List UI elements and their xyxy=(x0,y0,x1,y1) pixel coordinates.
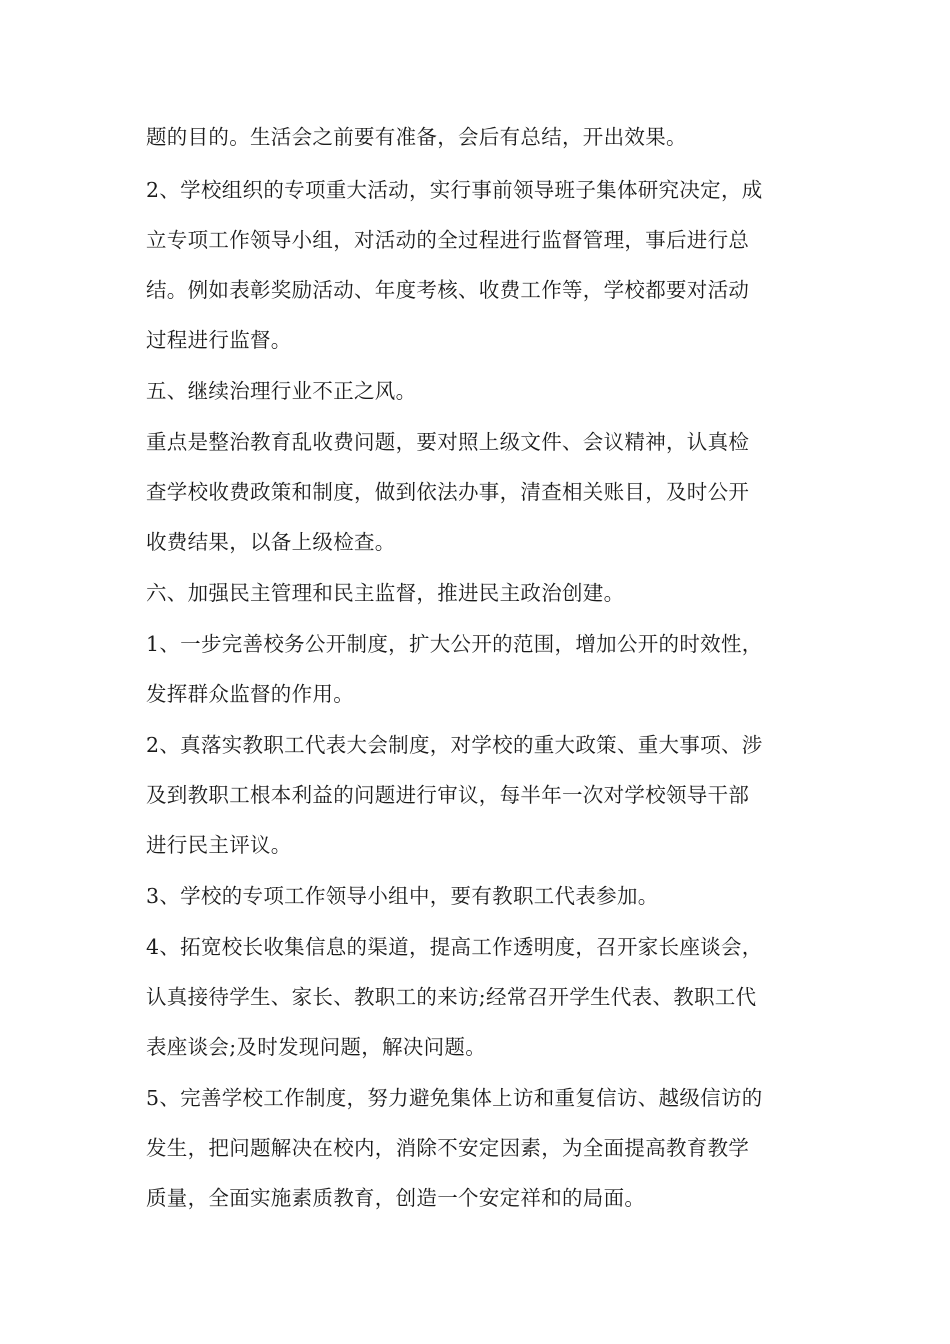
text-line: 结。例如表彰奖励活动、年度考核、收费工作等，学校都要对活动 xyxy=(146,278,750,302)
text-line: 过程进行监督。 xyxy=(146,328,292,352)
text-line: 发挥群众监督的作用。 xyxy=(146,682,354,706)
section-heading: 五、继续治理行业不正之风。 xyxy=(146,379,417,403)
text-line: 2、学校组织的专项重大活动，实行事前领导班子集体研究决定，成 xyxy=(146,178,763,202)
text-line: 4、拓宽校长收集信息的渠道，提高工作透明度，召开家长座谈会， xyxy=(146,935,763,959)
text-line: 收费结果，以备上级检查。 xyxy=(146,530,396,554)
text-line: 查学校收费政策和制度，做到依法办事，清查相关账目，及时公开 xyxy=(146,480,750,504)
text-line: 5、完善学校工作制度，努力避免集体上访和重复信访、越级信访的 xyxy=(146,1086,763,1110)
text-line: 质量，全面实施素质教育，创造一个安定祥和的局面。 xyxy=(146,1186,646,1210)
text-line: 认真接待学生、家长、教职工的来访;经常召开学生代表、教职工代 xyxy=(146,985,757,1009)
text-line: 立专项工作领导小组，对活动的全过程进行监督管理，事后进行总 xyxy=(146,228,750,252)
text-line: 2、真落实教职工代表大会制度，对学校的重大政策、重大事项、涉 xyxy=(146,733,763,757)
text-line: 表座谈会;及时发现问题，解决问题。 xyxy=(146,1035,487,1059)
text-line: 题的目的。生活会之前要有准备，会后有总结，开出效果。 xyxy=(146,125,687,149)
text-line: 1、一步完善校务公开制度，扩大公开的范围，增加公开的时效性， xyxy=(146,632,763,656)
section-heading: 六、加强民主管理和民主监督，推进民主政治创建。 xyxy=(146,581,625,605)
text-line: 及到教职工根本利益的问题进行审议，每半年一次对学校领导干部 xyxy=(146,783,750,807)
text-line: 发生，把问题解决在校内，消除不安定因素，为全面提高教育教学 xyxy=(146,1136,750,1160)
text-line: 进行民主评议。 xyxy=(146,833,292,857)
text-line: 3、学校的专项工作领导小组中，要有教职工代表参加。 xyxy=(146,884,659,908)
text-line: 重点是整治教育乱收费问题，要对照上级文件、会议精神，认真检 xyxy=(146,430,750,454)
